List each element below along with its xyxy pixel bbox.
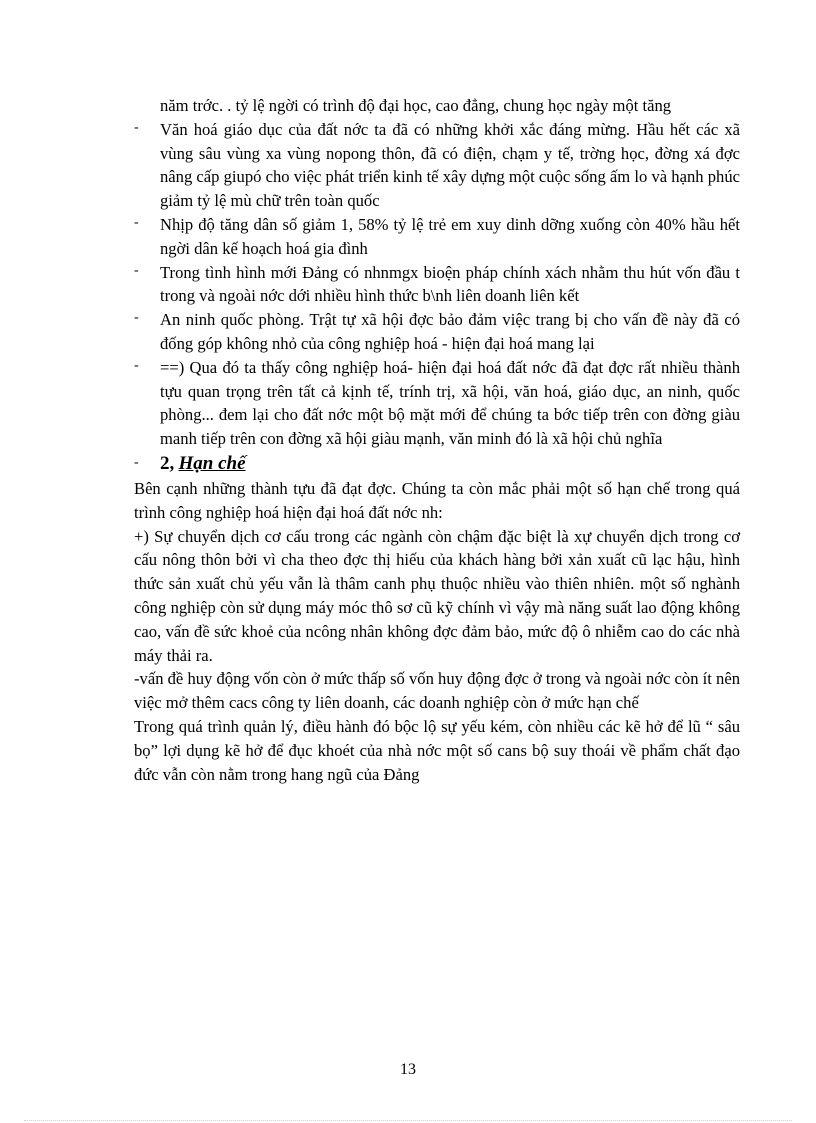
bullet-item bbox=[134, 213, 740, 261]
bullet-dash: - bbox=[134, 454, 139, 470]
page-number: 13 bbox=[400, 1061, 416, 1078]
bullet-dash: - bbox=[134, 357, 139, 373]
bullet-item bbox=[134, 118, 740, 213]
bullet-item bbox=[134, 261, 740, 309]
paragraph: Trong quá trình quản lý, điều hành đó bộc lộ sự yếu kém, còn nhiều các kẽ hở để lũ “ sâu bọ” lợi dụng kẽ hở để đục khoét của nhà nớc một số cans bộ suy thoái về phẩm chất đạo đức vẫn còn nằm trong hang ngũ của Đảng bbox=[134, 716, 740, 784]
section-title: Hạn chế bbox=[178, 452, 246, 474]
section-number: 2, bbox=[160, 452, 175, 474]
bullet-dash: - bbox=[134, 119, 139, 135]
bullet-item bbox=[134, 356, 740, 451]
bullet-dash: - bbox=[134, 310, 139, 326]
bullet-text: ==) Qua đó ta thấy công nghiệp hoá- hiện đại hoá đất nớc đã đạt đợc rất nhiều thành tựu quan trọng trên tất cả kịnh tế, trính trị, xã hội, văn hoá, giáo dục, an ninh, quốc phòng... đem lại cho đất nớc một bộ mặt mới để chúng ta bớc tiếp trên con đờng giàu manh tiếp trên con đờng xã hội giàu mạnh, văn minh đó là xã hội chủ nghĩa bbox=[160, 357, 740, 449]
section-heading bbox=[134, 451, 740, 477]
intro-continuation: năm trớc. . tỷ lệ ngời có trình độ đại học, cao đẳng, chung học ngày một tăng bbox=[160, 96, 672, 115]
bullet-text: Văn hoá giáo dục của đất nớc ta đã có những khởi xắc đáng mừng. Hầu hết các xã vùng sâu vùng xa vùng nopong thôn, đã có điện, chạm y tế, trờng học, đờng xá đợc nâng cấp giupó cho việc phát triển kinh tế xây dựng một cuộc sống ấm lo và hạnh phúc giảm tỷ lệ mù chữ trên toàn quốc bbox=[160, 119, 740, 211]
bullet-text: Trong tình hình mới Đảng có nhnmgx bioện pháp chính xách nhằm thu hút vốn đầu t trong và ngoài nớc dới nhiều hình thức b\nh liên doanh liên kết bbox=[160, 262, 740, 306]
paragraph: -vấn đề huy động vốn còn ở mức thấp số vốn huy động đợc ở trong và ngoài nớc còn ít nên việc mở thêm cacs công ty liên doanh, các doanh nghiệp còn ở mức hạn chế bbox=[134, 669, 740, 713]
bullet-text: Nhịp độ tăng dân số giảm 1, 58% tỷ lệ trẻ em xuy dinh dỡng xuống còn 40% hầu hết ngời dân kế hoạch hoá gia đình bbox=[160, 214, 740, 258]
bullet-item bbox=[134, 308, 740, 356]
page-bottom-divider bbox=[24, 1120, 792, 1121]
bullet-dash: - bbox=[134, 214, 139, 230]
paragraph: Bên cạnh những thành tựu đã đạt đợc. Chúng ta còn mắc phải một số hạn chế trong quá trình công nghiệp hoá hiện đại hoá đất nớc nh: bbox=[134, 478, 740, 522]
page-content bbox=[134, 94, 740, 786]
paragraph: +) Sự chuyển dịch cơ cấu trong các ngành còn chậm đặc biệt là xự chuyển dịch trong cơ cấu nông thôn bởi vì cha theo đợc thị hiếu của khách hàng bởi xản xuất cũ lạc hậu, hình thức sản xuất chủ yếu vẫn là thâm canh phụ thuộc nhiều vào thiên nhiên. một số nghành công nghiệp còn sử dụng máy móc thô sơ cũ kỹ chính vì vậy mà năng suất lao động không cao, vấn đề sức khoẻ của ncông nhân không đợc đảm bảo, mức độ ô nhiễm cao do các nhà máy thải ra. bbox=[134, 526, 740, 665]
bullet-text: An ninh quốc phòng. Trật tự xã hội đợc bảo đảm việc trang bị cho vấn đề này đã có đống góp không nhỏ của công nghiệp hoá - hiện đại hoá mang lại bbox=[160, 310, 740, 353]
bullet-dash: - bbox=[134, 262, 139, 278]
